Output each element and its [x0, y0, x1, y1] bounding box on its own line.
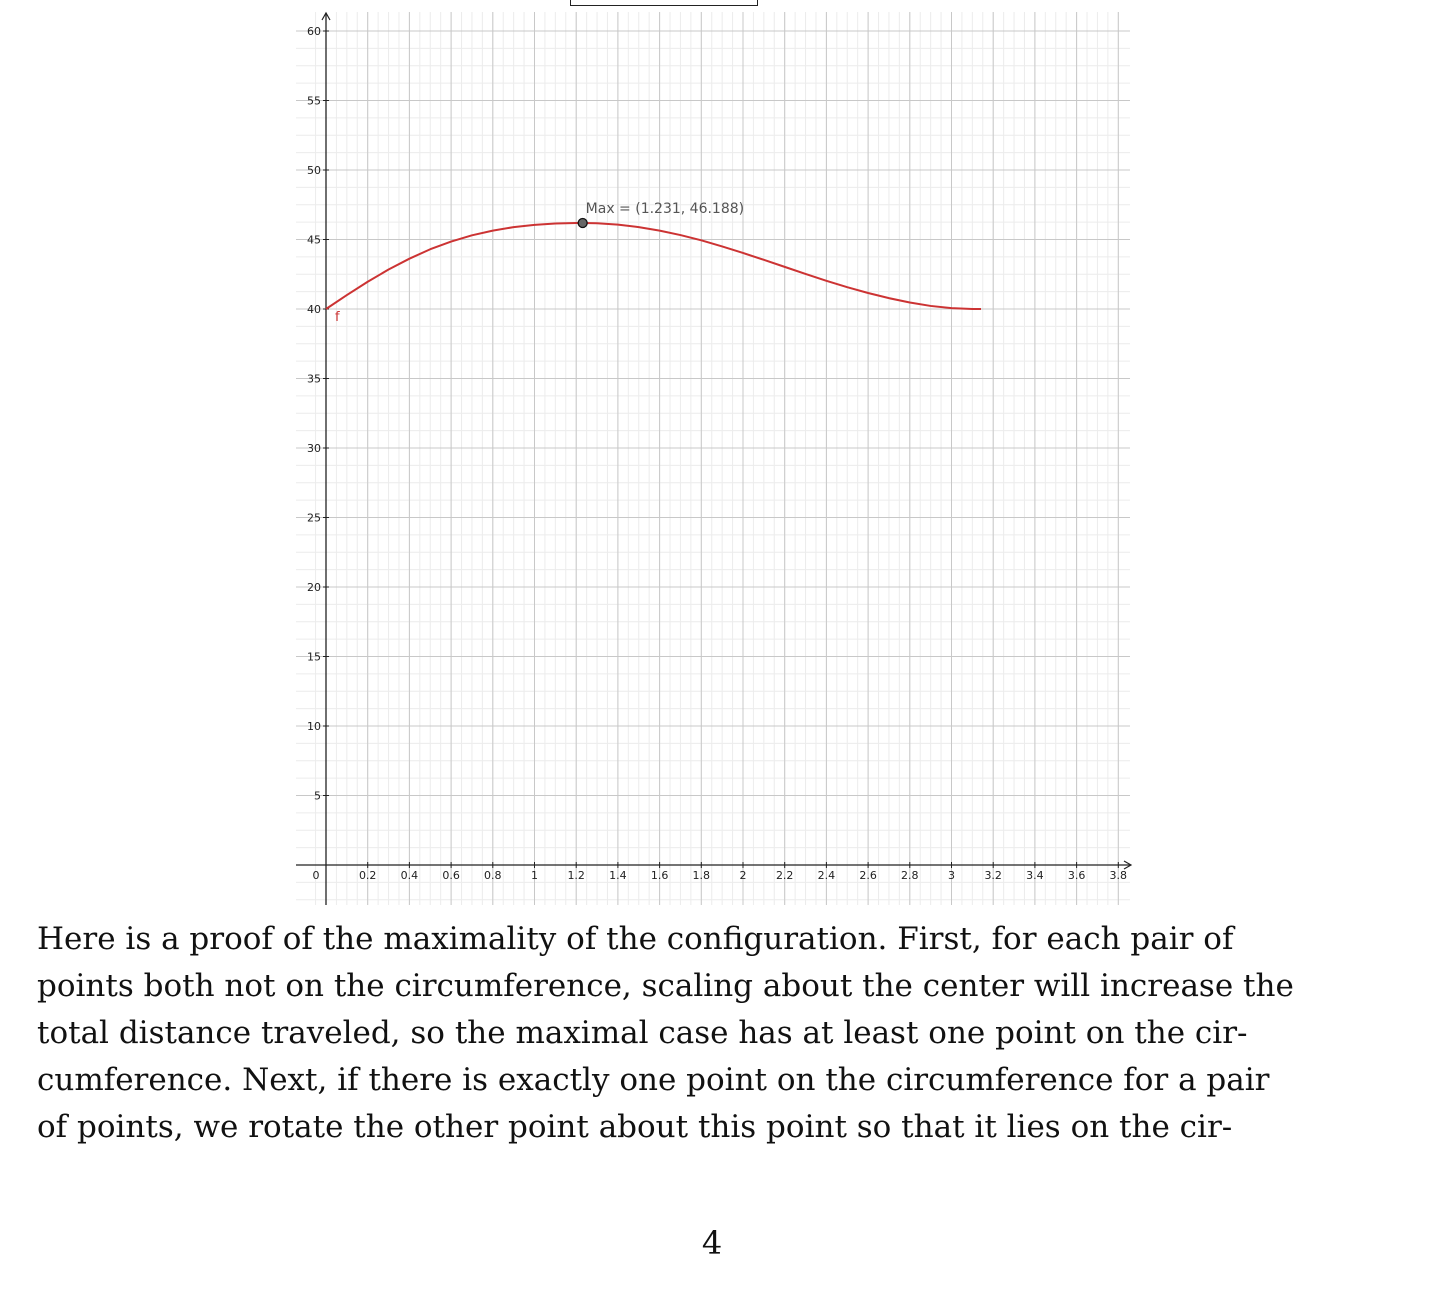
x-tick-label: 2.2: [775, 869, 794, 882]
x-tick-label: 0.6: [442, 869, 460, 882]
series-label: f: [335, 310, 340, 325]
y-tick-label: 20: [307, 581, 321, 594]
series-line-f: [326, 223, 981, 309]
x-tick-label: 0.2: [358, 869, 377, 882]
paragraph-line-4: cumference. Next, if there is exactly one point on the circumference for a pair: [37, 1062, 1270, 1098]
x-tick-label: 2.6: [859, 869, 877, 882]
y-tick-label: 55: [307, 94, 321, 108]
x-tick-label: 1.4: [609, 869, 627, 882]
page-number: 4: [701, 1224, 723, 1262]
paragraph-line-3: total distance traveled, so the maximal case has at least one point on the cir-: [37, 1015, 1248, 1051]
y-tick-label: 30: [307, 442, 321, 455]
origin-label: 0: [312, 869, 320, 882]
x-tick-label: 2.4: [817, 869, 836, 882]
minor-grid: [296, 12, 1130, 905]
x-tick-label: 2: [739, 869, 747, 882]
x-tick-label: 1.2: [567, 869, 585, 882]
x-tick-label: 1.8: [692, 869, 711, 882]
y-tick-label: 35: [307, 372, 321, 386]
y-tick-label: 25: [307, 511, 321, 525]
body-paragraph: [37, 916, 1387, 1151]
y-tick-label: 45: [307, 233, 321, 247]
paragraph-line-5: of points, we rotate the other point about this point so that it lies on the cir-: [37, 1109, 1233, 1145]
x-tick-label: 3.2: [984, 869, 1002, 882]
x-tick-label: 1.6: [650, 869, 669, 882]
y-tick-label: 5: [314, 789, 321, 803]
y-tick-label: 60: [307, 25, 321, 38]
max-point-marker: [578, 218, 587, 227]
x-tick-label: 0.4: [400, 869, 419, 882]
x-tick-label: 3.6: [1067, 869, 1086, 882]
paragraph-line-2: points both not on the circumference, scaling about the center will increase the: [37, 968, 1294, 1004]
x-tick-label: 2.8: [901, 869, 919, 882]
x-tick-label: 3.8: [1109, 869, 1128, 882]
x-tick-label: 1: [531, 869, 538, 882]
y-tick-label: 50: [307, 164, 321, 177]
y-tick-label: 40: [307, 303, 321, 316]
y-tick-label: 10: [307, 720, 321, 733]
paragraph-line-1: Here is a proof of the maximality of the configuration. First, for each pair of: [37, 921, 1234, 957]
x-tick-label: 3: [948, 869, 955, 882]
y-tick-label: 15: [307, 650, 321, 664]
max-point-label: Max = (1.231, 46.188): [585, 200, 745, 217]
major-grid: [296, 12, 1130, 905]
x-tick-label: 0.8: [484, 869, 502, 882]
axes: [296, 13, 1131, 905]
x-tick-label: 3.4: [1026, 869, 1044, 882]
